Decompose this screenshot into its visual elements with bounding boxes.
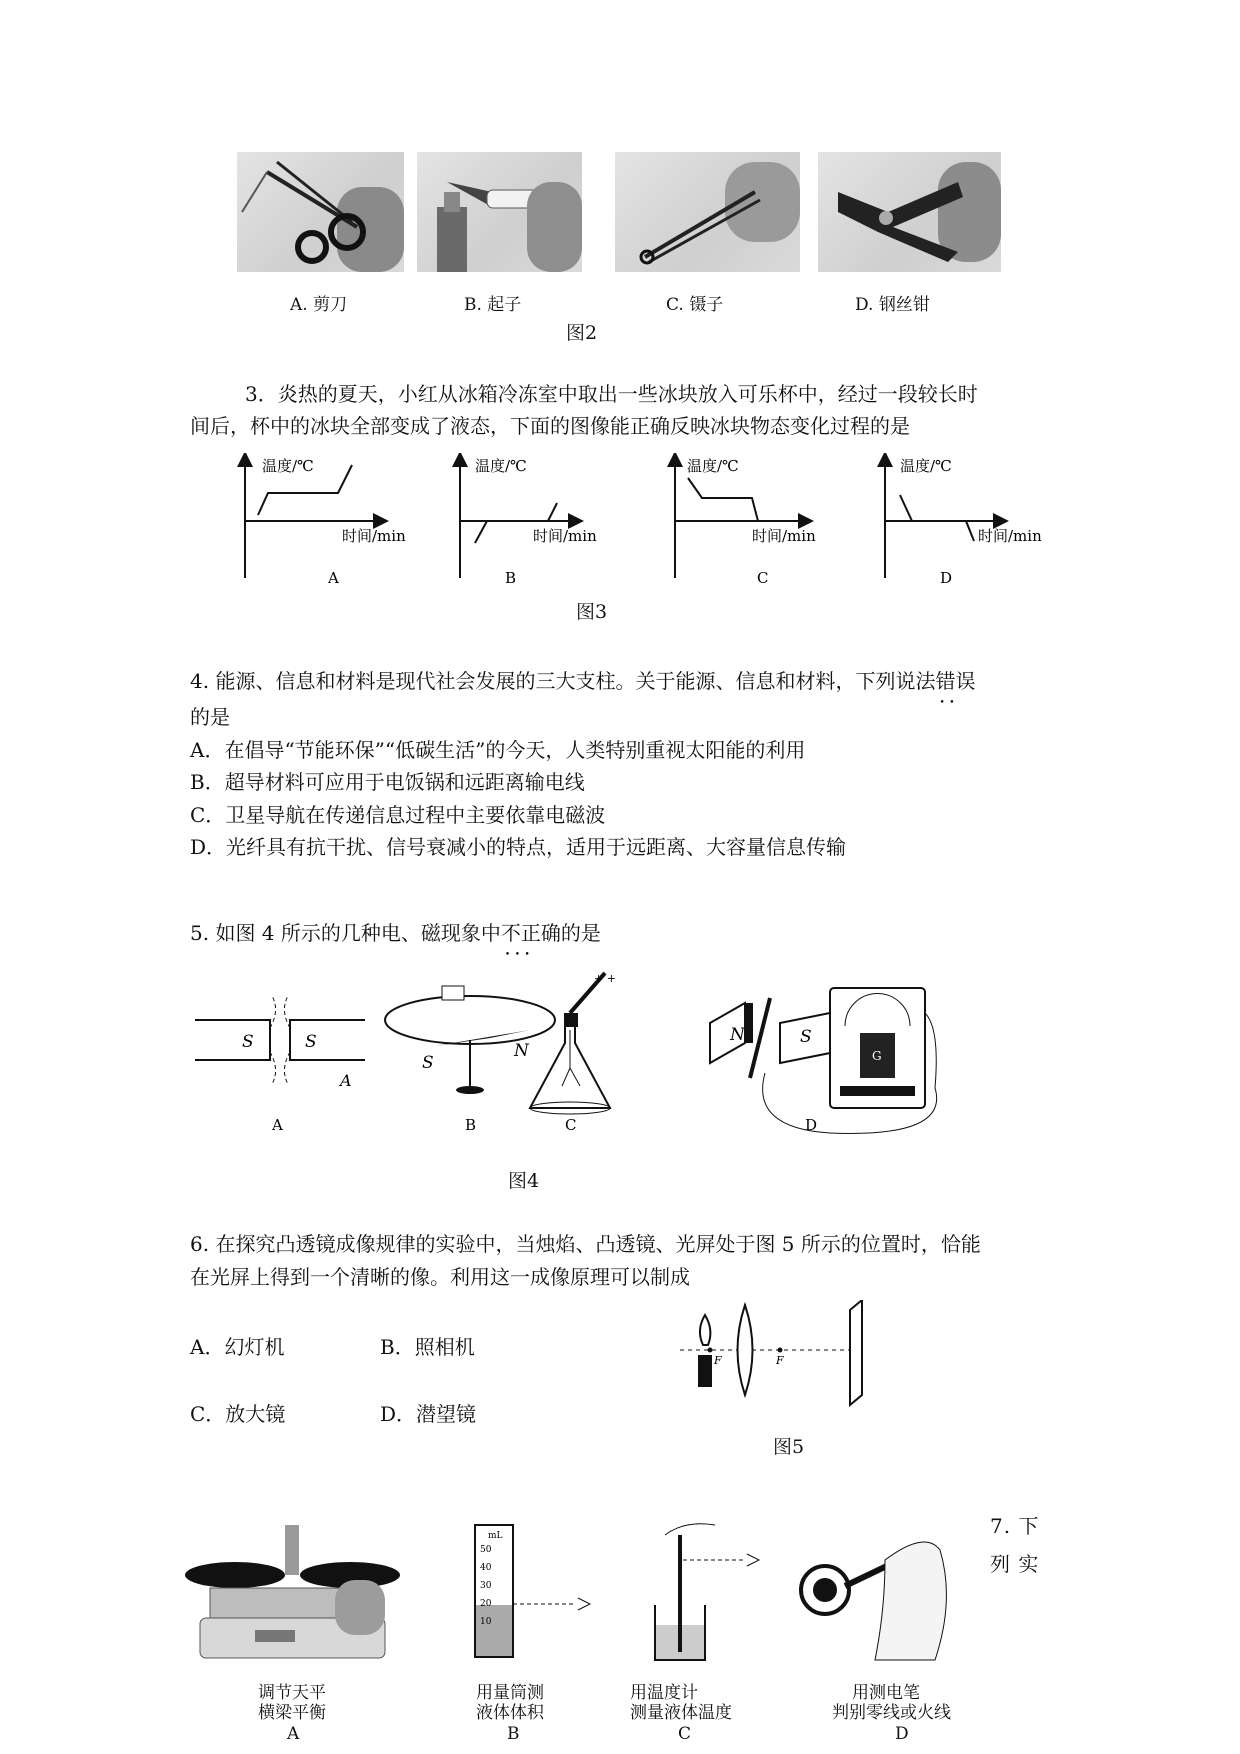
graph-b <box>460 455 597 587</box>
q3-line2: 间后，杯中的冰块全部变成了液态，下面的图像能正确反映冰块物态变化过程的是 <box>190 414 910 438</box>
q7-b-letter: B <box>507 1724 520 1744</box>
tweezers-icon <box>615 152 800 272</box>
q6-option-b: B．照相机 <box>380 1335 475 1359</box>
q4-option-d: D．光纤具有抗干扰、信号衰减小的特点，适用于远距离、大容量信息传输 <box>190 835 847 859</box>
q6-option-d: D．潜望镜 <box>380 1402 477 1426</box>
fig2-caption: 图2 <box>566 322 598 344</box>
fig4-label-d: D <box>805 1116 818 1134</box>
galvanometer-g: G <box>872 1049 882 1063</box>
q7-a-line1: 调节天平 <box>258 1683 326 1703</box>
pole-s-right: S <box>305 1032 317 1052</box>
q7-c-letter: C <box>678 1724 692 1744</box>
q7-b-line2: 液体体积 <box>476 1703 544 1723</box>
q6-option-c: C．放大镜 <box>190 1402 286 1426</box>
scissors-photo <box>237 152 404 272</box>
focal-right: F <box>776 1354 784 1367</box>
induction-setup <box>710 988 937 1134</box>
pole-n-magnet: N <box>730 1025 745 1045</box>
q6-line1: 6. 在探究凸透镜成像规律的实验中，当烛焰、凸透镜、光屏处于图 5 所示的位置时，恰能 <box>190 1232 981 1256</box>
opener-photo <box>417 152 582 272</box>
fig4-label-b: B <box>465 1116 477 1134</box>
cylinder-tick-40: 40 <box>480 1563 492 1573</box>
pole-s-left: S <box>242 1032 254 1052</box>
fig2-label-b: B. 起子 <box>464 295 522 315</box>
graph-b-ylabel: 温度/℃ <box>475 457 527 475</box>
svg-text:+ +: + + <box>594 972 616 985</box>
q6-line2: 在光屏上得到一个清晰的像。利用这一成像原理可以制成 <box>190 1265 690 1289</box>
graph-b-xlabel: 时间/min <box>533 527 597 545</box>
cylinder-tick-10: 10 <box>480 1617 492 1627</box>
fig5-lens-setup <box>670 1300 910 1410</box>
graduated-cylinder-icon <box>475 1525 590 1657</box>
fig4-label-c: C <box>565 1116 577 1134</box>
cylinder-tick-20: 20 <box>480 1599 492 1609</box>
q4-option-b: B．超导材料可应用于电饭锅和远距离输电线 <box>190 770 585 794</box>
fig4-diagrams <box>190 968 950 1138</box>
q7-c-line1: 用温度计 <box>630 1683 698 1703</box>
q4-line2: 的是 <box>190 705 230 729</box>
pliers-icon <box>818 152 1001 272</box>
graph-c-ylabel: 温度/℃ <box>687 457 739 475</box>
cylinder-tick-50: 50 <box>480 1545 492 1555</box>
fig4-caption: 图4 <box>508 1170 540 1192</box>
q4-line1 <box>190 667 975 695</box>
magnets-ss <box>195 996 365 1134</box>
pliers-photo <box>818 152 1001 272</box>
eye-icon <box>578 1598 590 1610</box>
q7-b-line1: 用量筒测 <box>476 1683 544 1703</box>
graph-d <box>885 455 1042 587</box>
q4-line1-text: 4. 能源、信息和材料是现代社会发展的三大支柱。关于能源、信息和材料，下列说法 <box>190 669 936 693</box>
q7-d-line1: 用测电笔 <box>852 1683 920 1703</box>
q5-stem-end: 的是 <box>560 921 601 945</box>
thermometer-beaker-icon <box>655 1524 759 1660</box>
q3-line1: 3．炎热的夏天，小红从冰箱冷冻室中取出一些冰块放入可乐杯中，经过一段较长时 <box>245 382 978 406</box>
q4-emphasis: 错误 • • <box>935 667 975 695</box>
fig7-experiments <box>185 1520 965 1680</box>
q7-c-line2: 测量液体温度 <box>630 1703 732 1723</box>
graph-a-xlabel: 时间/min <box>342 527 406 545</box>
fig5-caption: 图5 <box>773 1436 805 1458</box>
screen-icon <box>850 1300 862 1405</box>
focal-left: F <box>714 1354 722 1367</box>
cylinder-unit: mL <box>488 1531 503 1541</box>
bottle-opener-icon <box>417 152 582 272</box>
convex-lens-icon <box>738 1305 753 1395</box>
balance-icon <box>185 1525 400 1658</box>
fig2-label-a: A. 剪刀 <box>290 295 348 315</box>
q6-option-a: A．幻灯机 <box>190 1335 285 1359</box>
fig2-label-d: D. 钢丝钳 <box>855 295 930 315</box>
graph-a <box>245 455 406 587</box>
compass-wire <box>385 986 555 1134</box>
cylinder-tick-30: 30 <box>480 1581 492 1591</box>
q5-stem-text: 5. 如图 4 所示的几种电、磁现象中 <box>190 921 501 945</box>
q5-emphasis: 不正确 • • • <box>501 919 561 947</box>
graph-c <box>675 455 816 587</box>
graph-b-letter: B <box>505 569 517 587</box>
q7-intro-2: 列 实 <box>990 1552 1040 1576</box>
q7-a-line2: 横梁平衡 <box>258 1703 326 1723</box>
q4-option-c: C．卫星导航在传递信息过程中主要依靠电磁波 <box>190 803 606 827</box>
electroscope <box>530 972 616 1134</box>
eye-icon-2 <box>747 1554 759 1566</box>
fig2-label-c: C. 镊子 <box>666 295 724 315</box>
flame-icon <box>700 1315 710 1345</box>
q7-d-letter: D <box>895 1724 909 1744</box>
graph-a-ylabel: 温度/℃ <box>262 457 314 475</box>
fig3-caption: 图3 <box>576 601 608 623</box>
graph-d-letter: D <box>940 569 953 587</box>
mark-a: A <box>340 1071 352 1090</box>
pole-s-magnet: S <box>800 1027 812 1047</box>
q7-a-letter: A <box>287 1724 300 1744</box>
graph-c-letter: C <box>757 569 769 587</box>
q7-intro-1: 7. 下 <box>990 1514 1040 1538</box>
tweezers-photo <box>615 152 800 272</box>
graph-d-xlabel: 时间/min <box>978 527 1042 545</box>
graph-d-ylabel: 温度/℃ <box>900 457 952 475</box>
graph-a-letter: A <box>328 569 339 587</box>
pole-s-compass: S <box>422 1053 434 1073</box>
q7-d-line2: 判别零线或火线 <box>832 1703 951 1723</box>
pole-n-compass: N <box>514 1041 529 1061</box>
candle-icon <box>698 1355 712 1387</box>
fig3-graphs <box>230 453 1070 593</box>
fig4-label-a: A <box>272 1116 283 1134</box>
q5-stem <box>190 919 601 947</box>
graph-c-xlabel: 时间/min <box>752 527 816 545</box>
q4-option-a: A．在倡导“节能环保”“低碳生活”的今天，人类特别重视太阳能的利用 <box>190 738 806 762</box>
test-pen-icon <box>801 1542 946 1660</box>
scissors-icon <box>237 152 404 272</box>
